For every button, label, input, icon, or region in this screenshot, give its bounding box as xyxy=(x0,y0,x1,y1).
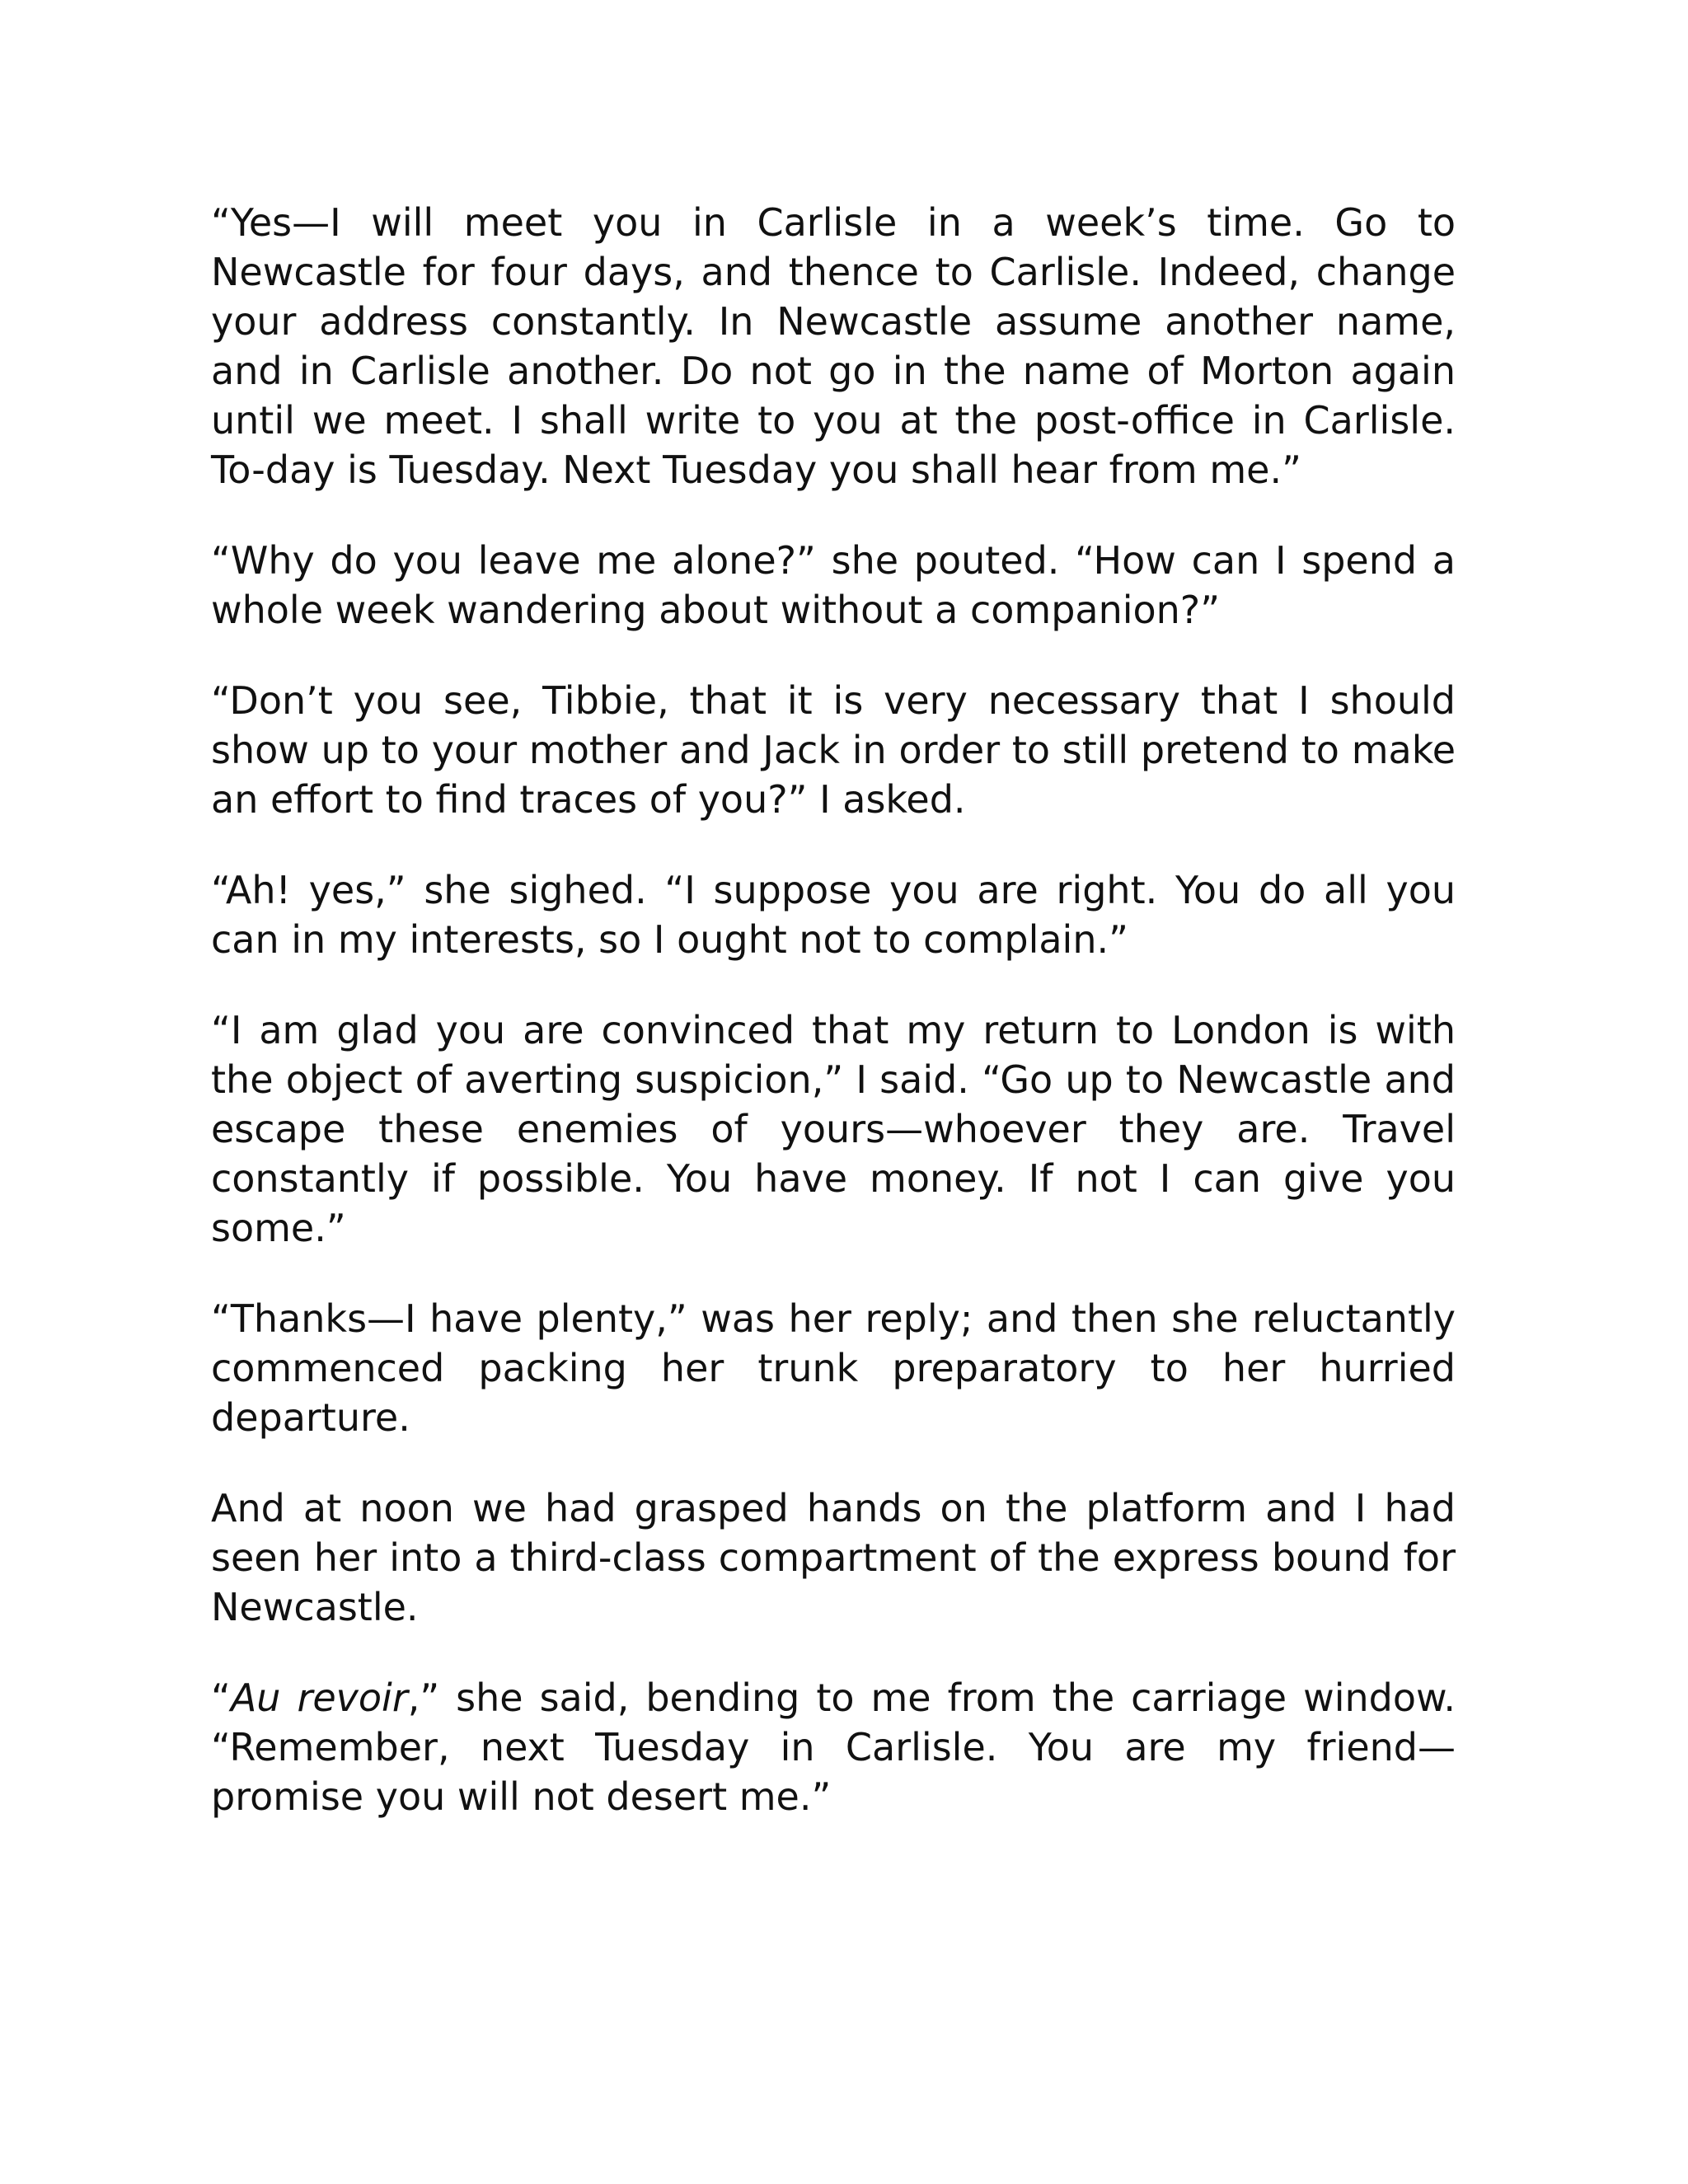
body-text xyxy=(211,198,1456,1821)
paragraph-7: And at noon we had grasped hands on the platform and I had seen her into a third-class compartment of the express bound for Newcastle. xyxy=(211,1486,1456,1629)
paragraph-8 xyxy=(211,1673,1456,1821)
open-quote: “ xyxy=(211,1675,231,1720)
paragraph-3: “Don’t you see, Tibbie, that it is very necessary that I should show up to your mother and Jack in order to still pretend to make an effort to find traces of you?” I asked. xyxy=(211,678,1456,822)
paragraph-4: “Ah! yes,” she sighed. “I suppose you are right. You do all you can in my interests, so I ought not to complain.” xyxy=(211,868,1456,962)
italic-phrase: Au revoir xyxy=(230,1675,408,1720)
paragraph-8-rest: ,” she said, bending to me from the carriage window. “Remember, next Tuesday in Carlisle. You are my friend—promise you will not desert me.” xyxy=(211,1675,1456,1819)
paragraph-5: “I am glad you are convinced that my return to London is with the object of averting suspicion,” I said. “Go up to Newcastle and escape these enemies of yours—whoever they are. Travel constantly if possible. You have money. If not I can give you some.” xyxy=(211,1008,1456,1250)
paragraph-2: “Why do you leave me alone?” she pouted. “How can I spend a whole week wandering about without a companion?” xyxy=(211,538,1456,632)
paragraph-1: “Yes—I will meet you in Carlisle in a week’s time. Go to Newcastle for four days, and thence to Carlisle. Indeed, change your address constantly. In Newcastle assume another name, and in Carlisle another. Do not go in the name of Morton again until we meet. I shall write to you at the post-office in Carlisle. To-day is Tuesday. Next Tuesday you shall hear from me.” xyxy=(211,200,1456,492)
paragraph-6: “Thanks—I have plenty,” was her reply; and then she reluctantly commenced packing her trunk preparatory to her hurried departure. xyxy=(211,1296,1456,1440)
